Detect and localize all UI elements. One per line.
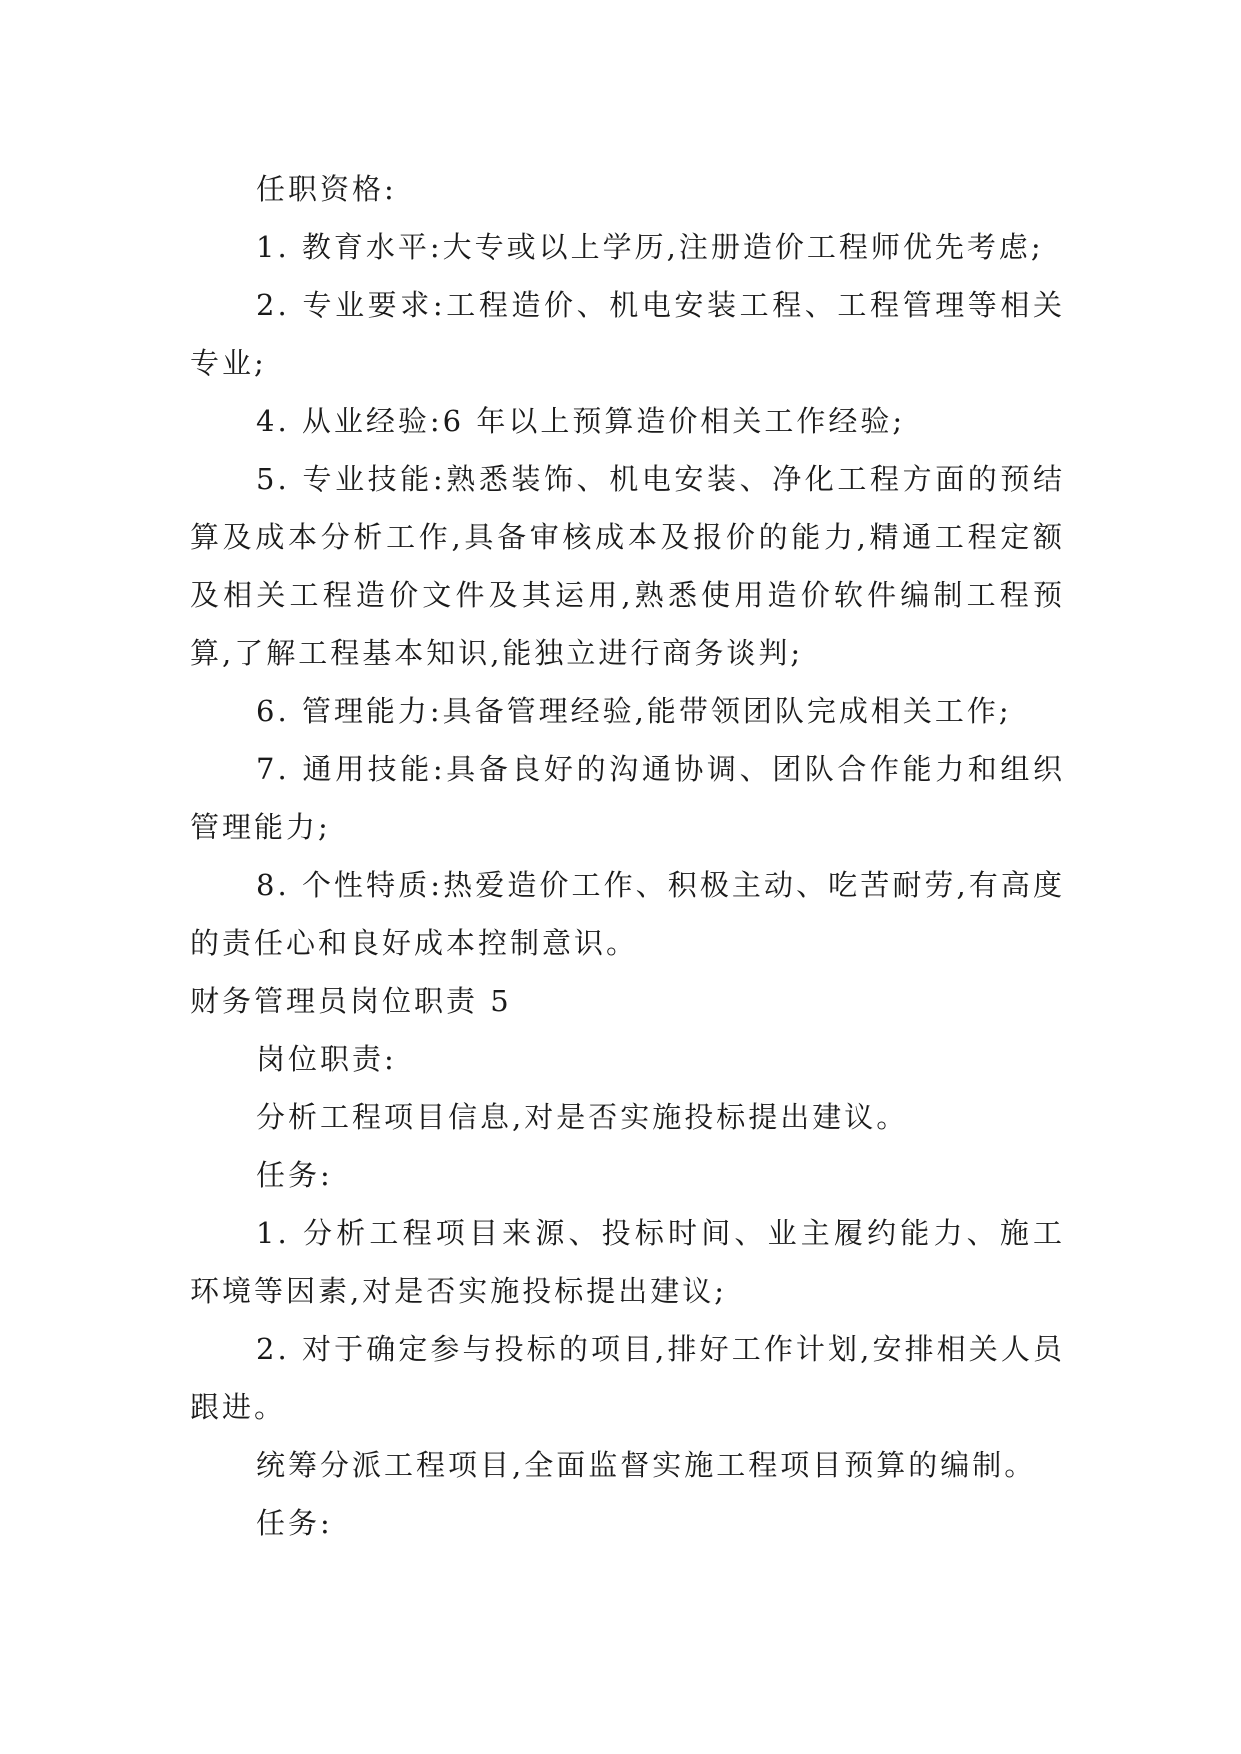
body-paragraph: 2. 对于确定参与投标的项目,排好工作计划,安排相关人员跟进。	[190, 1332, 1065, 1424]
body-paragraph: 1. 分析工程项目来源、投标时间、业主履约能力、施工环境等因素,对是否实施投标提出建议;	[190, 1216, 1065, 1308]
body-paragraph: 7. 通用技能:具备良好的沟通协调、团队合作能力和组织管理能力;	[190, 752, 1065, 844]
body-paragraph: 5. 专业技能:熟悉装饰、机电安装、净化工程方面的预结算及成本分析工作,具备审核成本及报价的能力,精通工程定额及相关工程造价文件及其运用,熟悉使用造价软件编制工程预算,了解工程基本知识,能独立进行商务谈判;	[190, 462, 1065, 670]
body-paragraph: 4. 从业经验:6 年以上预算造价相关工作经验;	[256, 404, 906, 438]
section-heading: 财务管理员岗位职责 5	[190, 984, 512, 1018]
body-paragraph: 8. 个性特质:热爱造价工作、积极主动、吃苦耐劳,有高度的责任心和良好成本控制意识。	[190, 868, 1065, 960]
body-paragraph: 2. 专业要求:工程造价、机电安装工程、工程管理等相关专业;	[190, 288, 1065, 380]
document-body	[190, 160, 1065, 1552]
body-paragraph: 任务:	[256, 1506, 333, 1540]
body-paragraph: 统筹分派工程项目,全面监督实施工程项目预算的编制。	[256, 1448, 1037, 1482]
body-paragraph: 1. 教育水平:大专或以上学历,注册造价工程师优先考虑;	[256, 230, 1044, 264]
body-paragraph: 分析工程项目信息,对是否实施投标提出建议。	[256, 1100, 909, 1134]
body-paragraph: 任务:	[256, 1158, 333, 1192]
body-paragraph: 6. 管理能力:具备管理经验,能带领团队完成相关工作;	[256, 694, 1012, 728]
body-paragraph: 任职资格:	[256, 172, 397, 206]
body-paragraph: 岗位职责:	[256, 1042, 397, 1076]
